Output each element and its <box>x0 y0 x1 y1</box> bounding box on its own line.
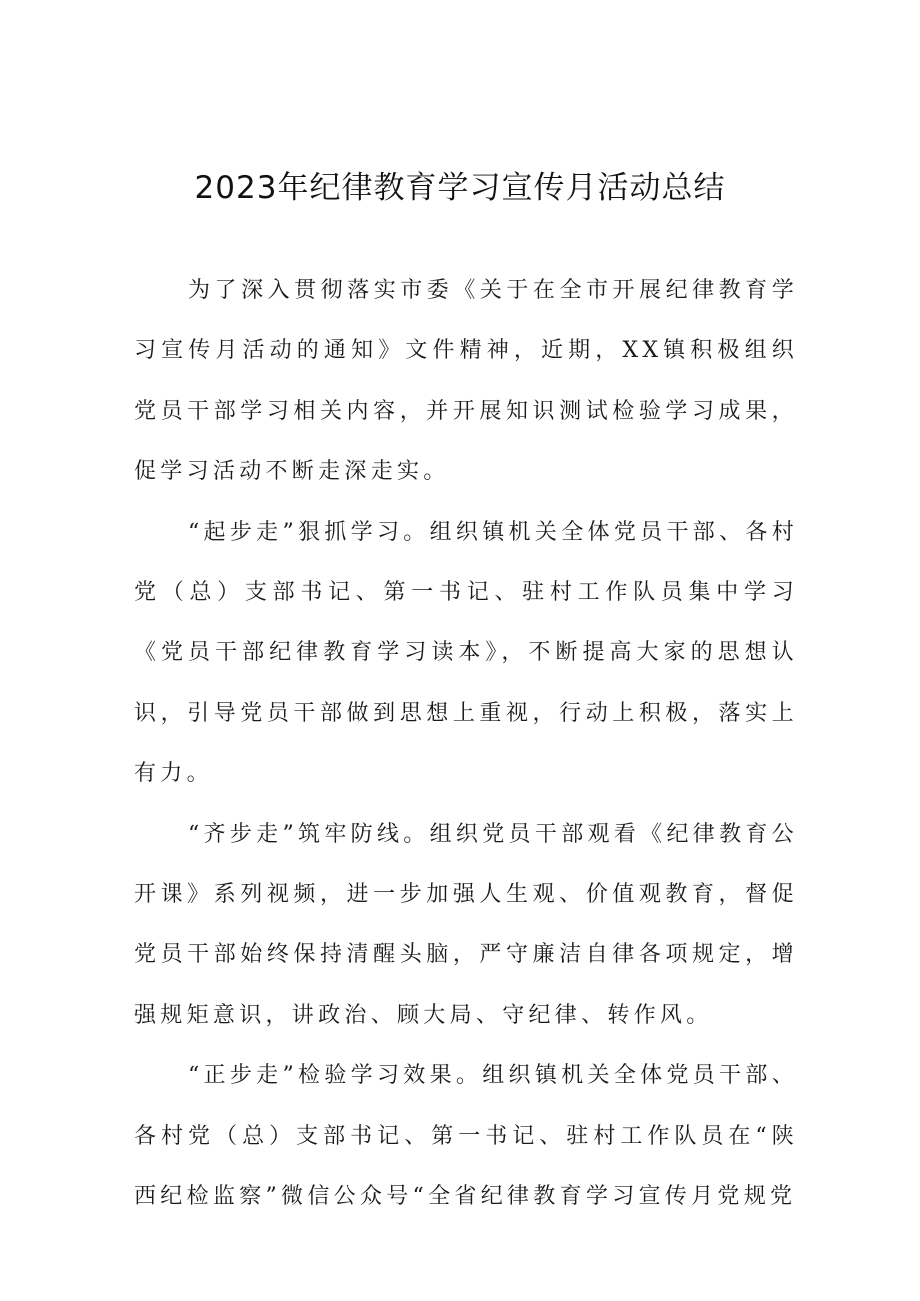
paragraph-parade-step: “正步走”检验学习效果。组织镇机关全体党员干部、各村党（总）支部书记、第一书记、驻村工作队员在“陕西纪检监察”微信公众号“全省纪律教育学习宣传月党规党 <box>134 1063 798 1210</box>
document-title: 2023年纪律教育学习宣传月活动总结 <box>194 170 726 206</box>
paragraph-together-step: “齐步走”筑牢防线。组织党员干部观看《纪律教育公开课》系列视频，进一步加强人生观、价值观教育，督促党员干部始终保持清醒头脑，严守廉洁自律各项规定，增强规矩意识，讲政治、顾大局、守纪律、转作风。 <box>134 821 798 1028</box>
document-body <box>134 261 798 1228</box>
paragraph-intro: 为了深入贯彻落实市委《关于在全市开展纪律教育学习宣传月活动的通知》文件精神，近期，XX镇积极组织党员干部学习相关内容，并开展知识测试检验学习成果，促学习活动不断走深走实。 <box>134 278 798 485</box>
paragraph-start-step: “起步走”狠抓学习。组织镇机关全体党员干部、各村党（总）支部书记、第一书记、驻村工作队员集中学习《党员干部纪律教育学习读本》，不断提高大家的思想认识，引导党员干部做到思想上重视，行动上积极，落实上有力。 <box>134 519 798 787</box>
